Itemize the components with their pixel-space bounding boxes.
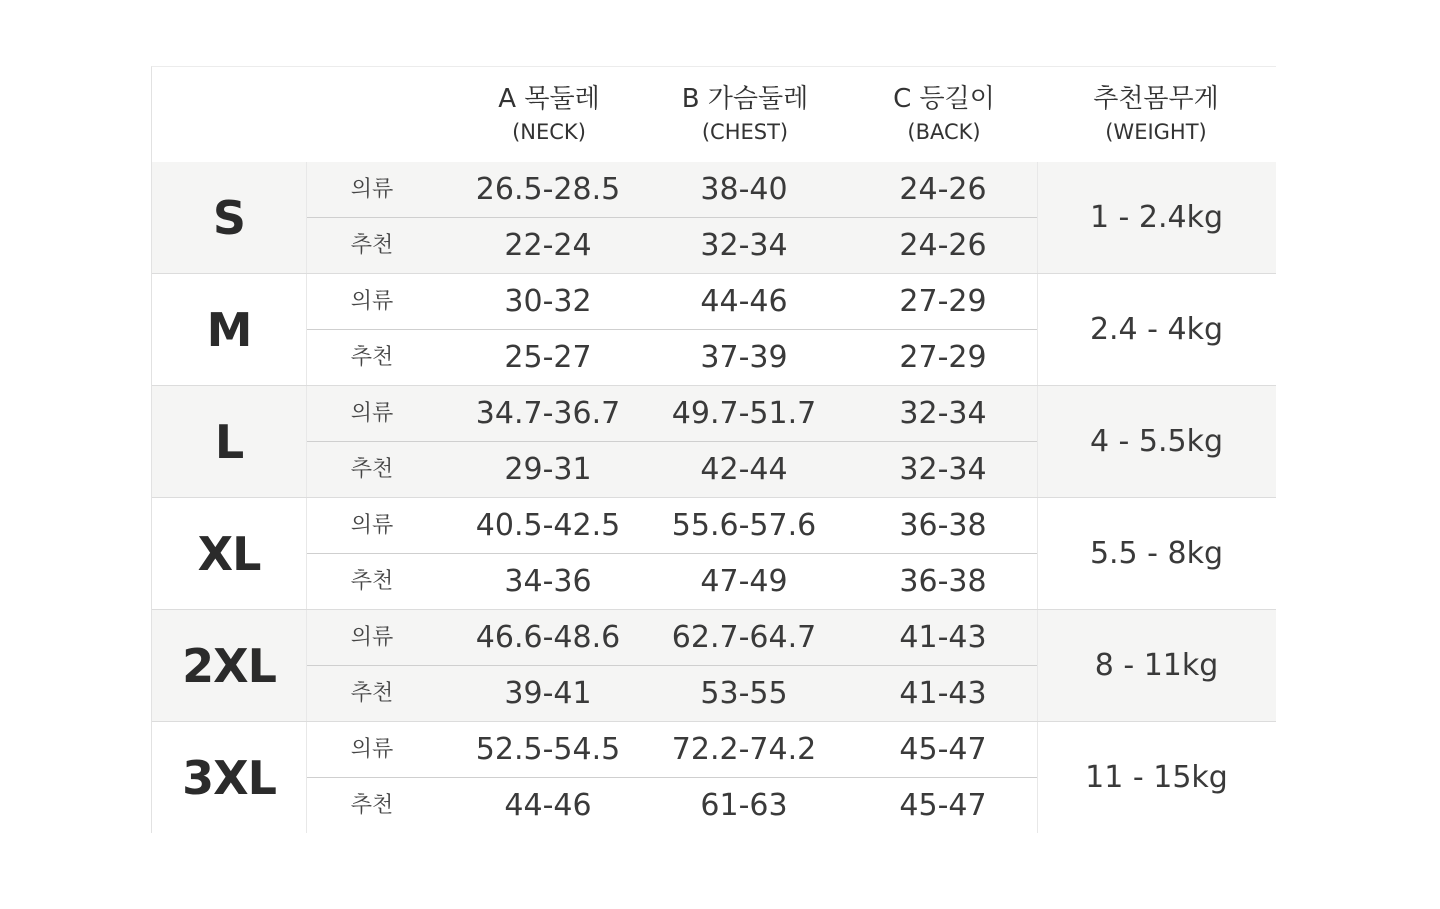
size-group [152, 162, 1276, 273]
neck-value: 29-31 [504, 452, 592, 487]
back-value: 36-38 [899, 508, 987, 543]
back-value: 45-47 [899, 788, 987, 823]
row-type-label: 추천 [350, 233, 394, 258]
neck-value: 44-46 [504, 788, 592, 823]
row-type-label: 의류 [350, 513, 394, 538]
header-neck-ko: A 목둘레 [498, 84, 600, 114]
table-row [307, 778, 1037, 833]
header-chest [645, 83, 845, 149]
row-type-label: 의류 [350, 289, 394, 314]
chest-value: 62.7-64.7 [671, 620, 817, 655]
neck-value: 34.7-36.7 [475, 396, 621, 431]
size-label: 2XL [182, 638, 276, 693]
size-groups [152, 162, 1276, 833]
row-type-label: 추천 [350, 793, 394, 818]
chest-value: 72.2-74.2 [671, 732, 817, 767]
back-value: 27-29 [899, 340, 987, 375]
measurement-block [306, 498, 1038, 609]
chest-value: 49.7-51.7 [671, 396, 817, 431]
size-group [152, 497, 1276, 609]
row-type-label: 추천 [350, 681, 394, 706]
chest-value: 42-44 [700, 452, 788, 487]
size-chart [151, 66, 1276, 833]
table-row [307, 386, 1037, 442]
table-row [307, 610, 1037, 666]
row-type-label: 추천 [350, 457, 394, 482]
row-type-label: 의류 [350, 737, 394, 762]
header-neck-en: (NECK) [512, 120, 586, 144]
size-group [152, 609, 1276, 721]
size-label: L [214, 414, 244, 469]
size-group [152, 385, 1276, 497]
table-row [307, 218, 1037, 273]
table-row [307, 498, 1037, 554]
size-group [152, 721, 1276, 833]
header-chest-ko: B 가슴둘레 [681, 84, 809, 114]
weight-value: 2.4 - 4kg [1089, 312, 1224, 347]
row-type-label: 의류 [350, 401, 394, 426]
size-group [152, 273, 1276, 385]
chest-value: 37-39 [700, 340, 788, 375]
size-label: XL [197, 526, 261, 581]
weight-value: 8 - 11kg [1094, 648, 1219, 683]
header-chest-en: (CHEST) [701, 120, 789, 144]
back-value: 27-29 [899, 284, 987, 319]
neck-value: 39-41 [504, 676, 592, 711]
header-back-ko: C 등길이 [893, 84, 995, 114]
weight-value: 4 - 5.5kg [1089, 424, 1224, 459]
row-type-label: 추천 [350, 569, 394, 594]
chest-value: 47-49 [700, 564, 788, 599]
neck-value: 22-24 [504, 228, 592, 263]
header-weight [1056, 83, 1256, 149]
row-type-label: 의류 [350, 625, 394, 650]
table-row [307, 554, 1037, 609]
measurement-block [306, 162, 1038, 273]
table-row [307, 666, 1037, 721]
measurement-block [306, 610, 1038, 721]
table-row [307, 722, 1037, 778]
row-type-label: 추천 [350, 345, 394, 370]
back-value: 41-43 [899, 620, 987, 655]
weight-value: 1 - 2.4kg [1089, 200, 1224, 235]
back-value: 36-38 [899, 564, 987, 599]
back-value: 24-26 [899, 172, 987, 207]
table-row [307, 330, 1037, 385]
table-row [307, 274, 1037, 330]
size-label: M [206, 302, 252, 357]
header-weight-en: (WEIGHT) [1105, 120, 1207, 144]
weight-value: 11 - 15kg [1085, 760, 1228, 795]
size-label: S [212, 190, 246, 245]
back-value: 24-26 [899, 228, 987, 263]
back-value: 45-47 [899, 732, 987, 767]
measurement-block [306, 386, 1038, 497]
size-label: 3XL [182, 750, 276, 805]
neck-value: 34-36 [504, 564, 592, 599]
neck-value: 26.5-28.5 [475, 172, 621, 207]
weight-value: 5.5 - 8kg [1089, 536, 1224, 571]
neck-value: 40.5-42.5 [475, 508, 621, 543]
neck-value: 25-27 [504, 340, 592, 375]
chest-value: 32-34 [700, 228, 788, 263]
neck-value: 46.6-48.6 [475, 620, 621, 655]
back-value: 32-34 [899, 452, 987, 487]
chest-value: 44-46 [700, 284, 788, 319]
table-row [307, 162, 1037, 218]
header-weight-ko: 추천몸무게 [1093, 84, 1219, 114]
header-row [152, 67, 1276, 162]
header-back [844, 83, 1044, 149]
chest-value: 55.6-57.6 [671, 508, 817, 543]
measurement-block [306, 722, 1038, 833]
back-value: 41-43 [899, 676, 987, 711]
neck-value: 30-32 [504, 284, 592, 319]
back-value: 32-34 [899, 396, 987, 431]
measurement-block [306, 274, 1038, 385]
chest-value: 38-40 [700, 172, 788, 207]
chest-value: 61-63 [700, 788, 788, 823]
table-row [307, 442, 1037, 497]
chest-value: 53-55 [700, 676, 788, 711]
neck-value: 52.5-54.5 [475, 732, 621, 767]
header-back-en: (BACK) [907, 120, 981, 144]
row-type-label: 의류 [350, 177, 394, 202]
header-neck [449, 83, 649, 149]
